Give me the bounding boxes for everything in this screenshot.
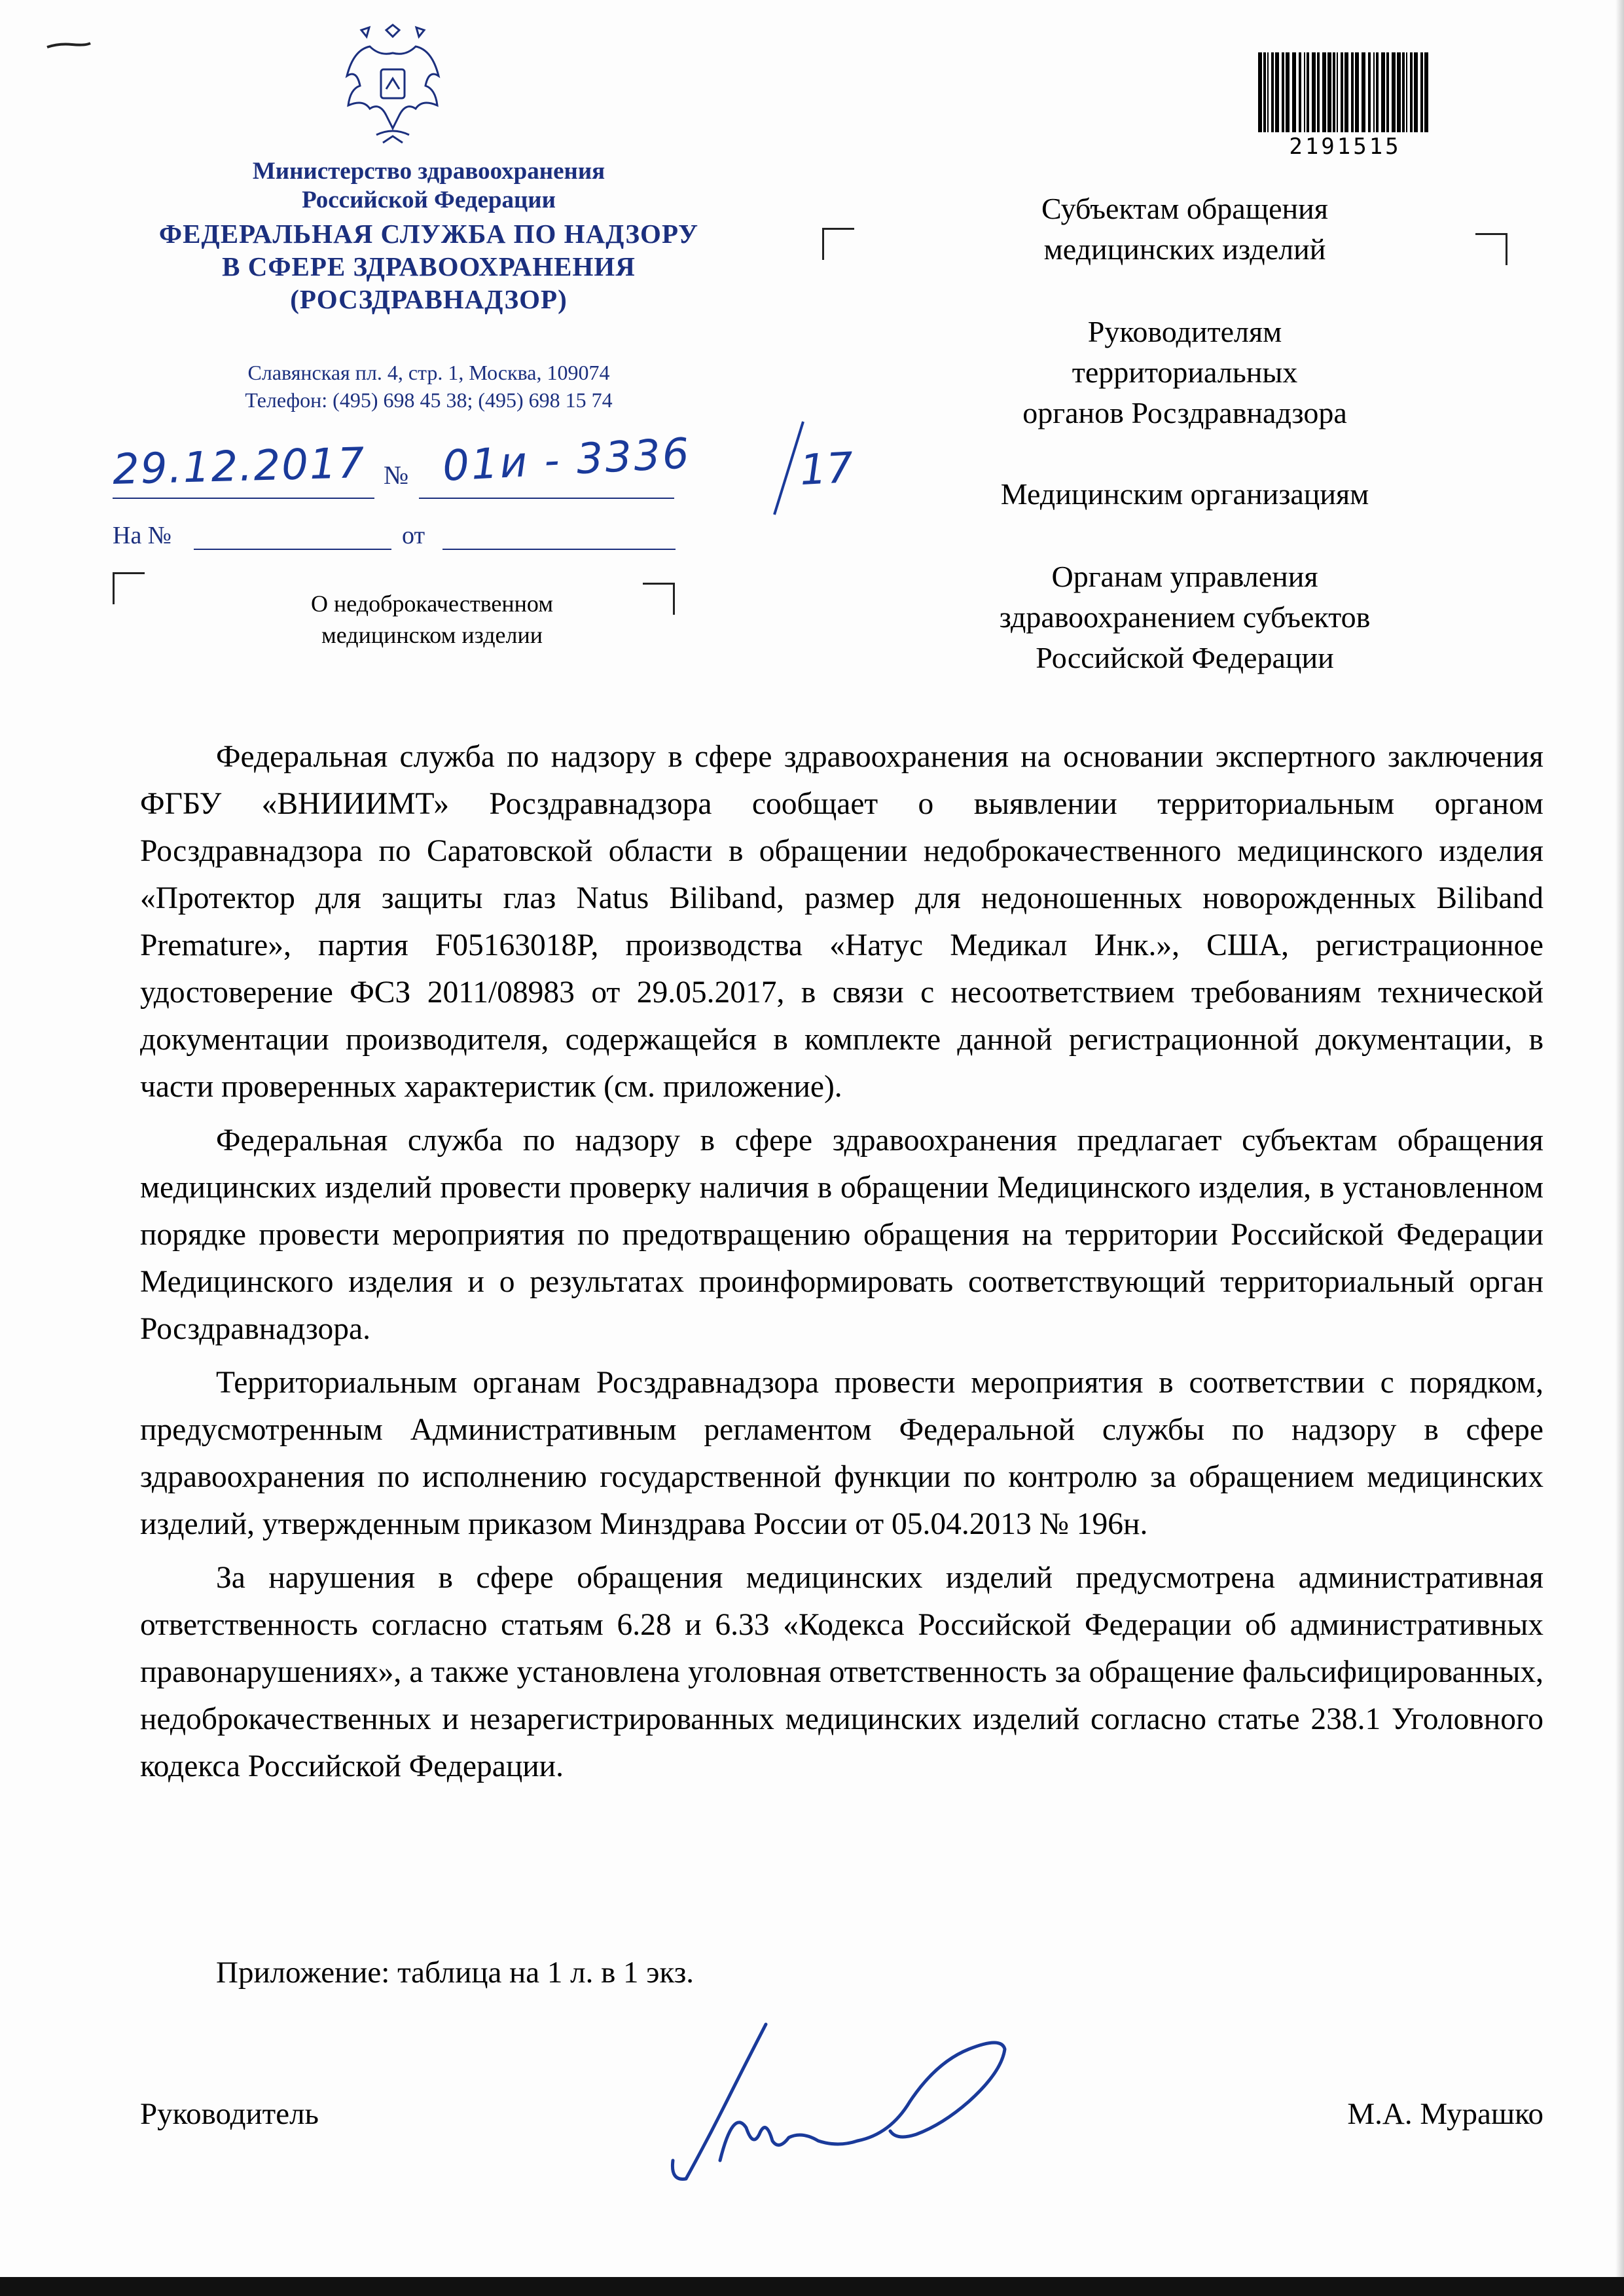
barcode-bar (1337, 52, 1338, 132)
barcode-bar (1355, 52, 1359, 132)
barcode-bar (1312, 52, 1316, 132)
addressee-health-authorities (910, 556, 1460, 678)
body-paragraph-4: За нарушения в сфере обращения медицинских изделий предусмотрена административная ответственность согласно статьям 6.28 и 6.33 «Кодекса Российской Федерации об административных правонарушениях», а также установлена уголовная ответственность за обращение фальсифицированных, недоброкачественных и незарегистрированных медицинских изделий согласно статье 238.1 Уголовного кодекса Российской Федерации. (140, 1561, 1543, 1783)
reference-from-line (442, 549, 676, 550)
barcode-bar (1341, 52, 1343, 132)
barcode-bar (1420, 52, 1423, 132)
barcode-bar (1333, 52, 1335, 132)
reference-number-line (194, 549, 391, 550)
addressee-4-line-3: Российской Федерации (1036, 641, 1334, 674)
barcode-bar (1275, 52, 1279, 132)
address-line-2: Телефон: (495) 698 45 38; (495) 698 15 74 (245, 388, 613, 412)
barcode-bar (1424, 52, 1428, 132)
addressee-territorial-heads (910, 312, 1460, 433)
addressee-2-line-2: территориальных (1072, 355, 1298, 389)
scan-edge-bottom (0, 2277, 1624, 2296)
barcode-bar (1307, 52, 1309, 132)
barcode-bar (1263, 52, 1266, 132)
barcode-bar (1381, 52, 1385, 132)
ministry-line-1: Министерство здравоохранения (252, 158, 605, 185)
ministry-line-2: Российской Федерации (302, 187, 556, 213)
addressee-3-line-1: Медицинским организациям (1000, 477, 1369, 511)
addressee-4-line-2: здравоохранением субъектов (999, 600, 1371, 634)
body-paragraph-3: Территориальным органам Росздравнадзора провести мероприятия в соответствии с порядком, предусмотренным Административным регламентом Федеральной службы по надзору в сфере здравоохранения по исполнению государственной функции по контролю за обращением медицинских изделий, утвержденным приказом Минздрава России от 05.04.2013 № 196н. (140, 1366, 1543, 1541)
reference-number-label: На № (113, 522, 172, 549)
barcode-bar (1299, 52, 1301, 132)
barcode-bar (1362, 52, 1365, 132)
reference-from-label: от (402, 522, 425, 549)
service-line-2: В СФЕРЕ ЗДРАВООХРАНЕНИЯ (222, 251, 636, 282)
addressee-2-line-1: Руководителям (1087, 315, 1282, 348)
barcode-bar (1327, 52, 1331, 132)
barcode (1257, 52, 1434, 137)
service-name (98, 217, 759, 316)
barcode-number: 2191515 (1289, 134, 1401, 160)
letterhead-address (118, 359, 740, 414)
body-paragraph-2: Федеральная служба по надзору в сфере здравоохранения предлагает субъектам обращения медицинских изделий провести проверку наличия в обращении Медицинского изделия, в установленном порядке провести мероприятия по предотвращению обращения на территории Российской Федерации Медицинского изделия и о результатах проинформировать соответствующий территориальный орган Росздравнадзора. (140, 1123, 1543, 1346)
addressee-1-line-2: медицинских изделий (1043, 232, 1326, 266)
body-paragraph-1: Федеральная служба по надзору в сфере здравоохранения на основании экспертного заключения ФГБУ «ВНИИИМТ» Росздравнадзора сообщает о выявлении территориальным органом Росздравнадзора по Саратовской области в обращении недоброкачественного медицинского изделия «Протектор для защиты глаз Natus Biliband, размер для недоношенных новорожденных Biliband Premature», партия F05163018P, производства «Натус Медикал Инк.», США, регистрационное удостоверение ФСЗ 2011/08983 от 29.05.2017, в связи с несоответствием требованиям технической документации производителя, содержащейся в комплекте данной регистрационной документации, в части проверенных характеристик (см. приложение). (140, 740, 1543, 1104)
addressee-subjects (910, 189, 1460, 270)
barcode-bar (1406, 52, 1407, 132)
barcode-bar (1386, 52, 1389, 132)
addressee-corner-left (822, 228, 854, 260)
registration-suffix: 17 (799, 443, 855, 496)
date-underline (113, 498, 374, 499)
barcode-bar (1344, 52, 1348, 132)
signer-position: Руководитель (140, 2097, 319, 2131)
addressee-1-line-1: Субъектам обращения (1041, 192, 1328, 225)
barcode-bar (1376, 52, 1379, 132)
service-line-3: (РОСЗДРАВНАДЗОР) (290, 284, 568, 314)
barcode-bar (1267, 52, 1269, 132)
barcode-bar (1368, 52, 1371, 132)
handwritten-signature (661, 2010, 1041, 2187)
registration-date: 29.12.2017 (112, 439, 367, 495)
address-line-1: Славянская пл. 4, стр. 1, Москва, 109074 (247, 361, 610, 384)
signer-name: М.А. Мурашко (1347, 2097, 1543, 2131)
barcode-bar (1282, 52, 1284, 132)
scan-edge-shadow (1615, 0, 1624, 2296)
number-sign: № (384, 460, 409, 490)
number-underline (419, 498, 674, 499)
subject-line-2: медицинском изделии (321, 622, 543, 648)
barcode-bar (1271, 52, 1274, 132)
subject-corner-right (643, 583, 675, 615)
barcode-bar (1292, 52, 1296, 132)
subject-line-1: О недоброкачественном (311, 591, 553, 617)
addressee-4-line-1: Органам управления (1051, 560, 1318, 593)
barcode-bar (1286, 52, 1290, 132)
barcode-bar (1397, 52, 1401, 132)
barcode-bar (1317, 52, 1320, 132)
barcode-bar (1392, 52, 1396, 132)
barcode-bar (1414, 52, 1418, 132)
appendix-note: Приложение: таблица на 1 л. в 1 экз. (216, 1956, 695, 1990)
ministry-name (118, 157, 740, 215)
letter-subject (223, 588, 641, 651)
addressee-corner-right (1475, 233, 1507, 265)
barcode-bar (1304, 52, 1305, 132)
addressee-2-line-3: органов Росздравнадзора (1022, 396, 1347, 429)
barcode-bar (1258, 52, 1262, 132)
coat-of-arms-emblem (340, 24, 445, 148)
barcode-bar (1402, 52, 1405, 132)
barcode-bar (1373, 52, 1375, 132)
registration-number: 01и - 3336 (441, 429, 693, 491)
letter-body (140, 733, 1543, 1796)
subject-corner-left (113, 572, 145, 604)
scan-smudge (46, 41, 92, 50)
service-line-1: ФЕДЕРАЛЬНАЯ СЛУЖБА ПО НАДЗОРУ (158, 219, 699, 249)
addressee-medical-organizations (910, 474, 1460, 515)
barcode-bar (1322, 52, 1326, 132)
barcode-bar (1410, 52, 1413, 132)
barcode-bar (1351, 52, 1354, 132)
